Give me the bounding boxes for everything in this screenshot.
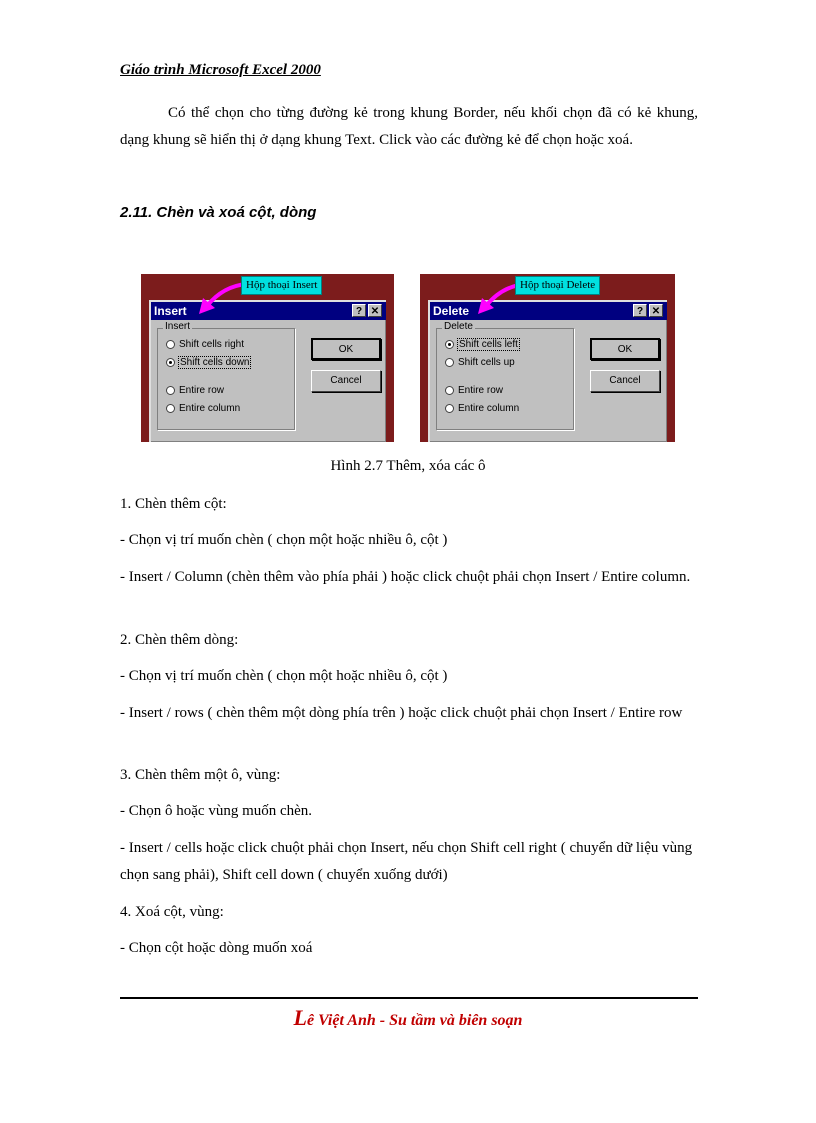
document-header: Giáo trình Microsoft Excel 2000 — [120, 62, 321, 78]
ok-button[interactable]: OK — [311, 338, 381, 360]
option-label: Shift cells left — [459, 339, 518, 350]
delete-dialog — [428, 300, 667, 442]
group-label: Delete — [444, 321, 473, 332]
help-button[interactable]: ? — [352, 304, 366, 317]
radio-icon — [445, 404, 454, 413]
delete-dialog-title: Delete — [433, 304, 470, 318]
cancel-button[interactable]: Cancel — [311, 370, 381, 392]
group-label: Insert — [165, 321, 191, 332]
footer-credit — [0, 1005, 816, 1031]
insert-options-group — [157, 321, 295, 430]
section-heading: 2.11. Chèn và xoá cột, dòng — [120, 204, 317, 221]
radio-selected-icon — [445, 340, 454, 349]
option-shift-cells-right[interactable] — [166, 339, 244, 350]
radio-icon — [166, 340, 175, 349]
ok-button[interactable]: OK — [590, 338, 660, 360]
body-line: 2. Chèn thêm dòng: — [120, 632, 239, 648]
option-label: Shift cells right — [179, 339, 245, 350]
delete-options-group — [436, 321, 574, 430]
option-entire-row[interactable] — [445, 385, 503, 396]
body-line: - Insert / cells hoặc click chuột phải chọn Insert, nếu chọn Shift cell right ( chuyển dữ liệu vùng chọn sang phải), Shift cell down ( chuyển xuống dưới) — [120, 840, 693, 883]
option-shift-cells-down[interactable] — [166, 357, 250, 368]
delete-dialog-figure — [420, 274, 675, 442]
footer-initial: L — [293, 1005, 307, 1030]
help-button[interactable]: ? — [633, 304, 647, 317]
insert-dialog — [149, 300, 386, 442]
option-label: Entire column — [458, 403, 520, 414]
body-line: - Insert / rows ( chèn thêm một dòng phía trên ) hoặc click chuột phải chọn Insert / Entire row — [120, 705, 683, 721]
option-label: Shift cells down — [180, 357, 250, 368]
body-line: 4. Xoá cột, vùng: — [120, 904, 224, 920]
body-line: - Chọn cột hoặc dòng muốn xoá — [120, 940, 313, 956]
intro-paragraph: Có thể chọn cho từng đường kẻ trong khung Border, nếu khối chọn đã có kẻ khung, dạng khung sẽ hiển thị ở dạng khung Text. Click vào các đường kẻ để chọn hoặc xoá. — [120, 105, 698, 148]
delete-dialog-titlebar — [430, 302, 667, 320]
option-shift-cells-left[interactable] — [445, 339, 519, 350]
cancel-button[interactable]: Cancel — [590, 370, 660, 392]
figure-caption: Hình 2.7 Thêm, xóa các ô — [330, 458, 486, 474]
radio-icon — [166, 386, 175, 395]
insert-dialog-title: Insert — [154, 304, 187, 318]
body-line: 3. Chèn thêm một ô, vùng: — [120, 767, 281, 783]
insert-dialog-figure — [141, 274, 394, 442]
option-label: Entire column — [179, 403, 241, 414]
option-label: Shift cells up — [458, 357, 515, 368]
body-line: 1. Chèn thêm cột: — [120, 496, 227, 512]
close-button[interactable]: ✕ — [368, 304, 382, 317]
option-label: Entire row — [458, 385, 504, 396]
delete-callout: Hộp thoại Delete — [515, 276, 600, 295]
option-entire-column[interactable] — [445, 403, 519, 414]
body-line: - Chọn vị trí muốn chèn ( chọn một hoặc nhiều ô, cột ) — [120, 532, 448, 548]
option-entire-column[interactable] — [166, 403, 240, 414]
footer-rule — [120, 997, 698, 999]
body-line: - Chọn vị trí muốn chèn ( chọn một hoặc nhiều ô, cột ) — [120, 668, 448, 684]
footer-text: ê Việt Anh - Su tầm và biên soạn — [307, 1012, 523, 1029]
option-shift-cells-up[interactable] — [445, 357, 515, 368]
radio-icon — [445, 358, 454, 367]
radio-selected-icon — [166, 358, 175, 367]
option-label: Entire row — [179, 385, 225, 396]
body-line: - Chọn ô hoặc vùng muốn chèn. — [120, 803, 313, 819]
body-line: - Insert / Column (chèn thêm vào phía phải ) hoặc click chuột phải chọn Insert / Entire column. — [120, 569, 691, 585]
close-button[interactable]: ✕ — [649, 304, 663, 317]
insert-callout: Hộp thoại Insert — [241, 276, 322, 295]
radio-icon — [166, 404, 175, 413]
option-entire-row[interactable] — [166, 385, 224, 396]
insert-dialog-titlebar — [151, 302, 386, 320]
radio-icon — [445, 386, 454, 395]
